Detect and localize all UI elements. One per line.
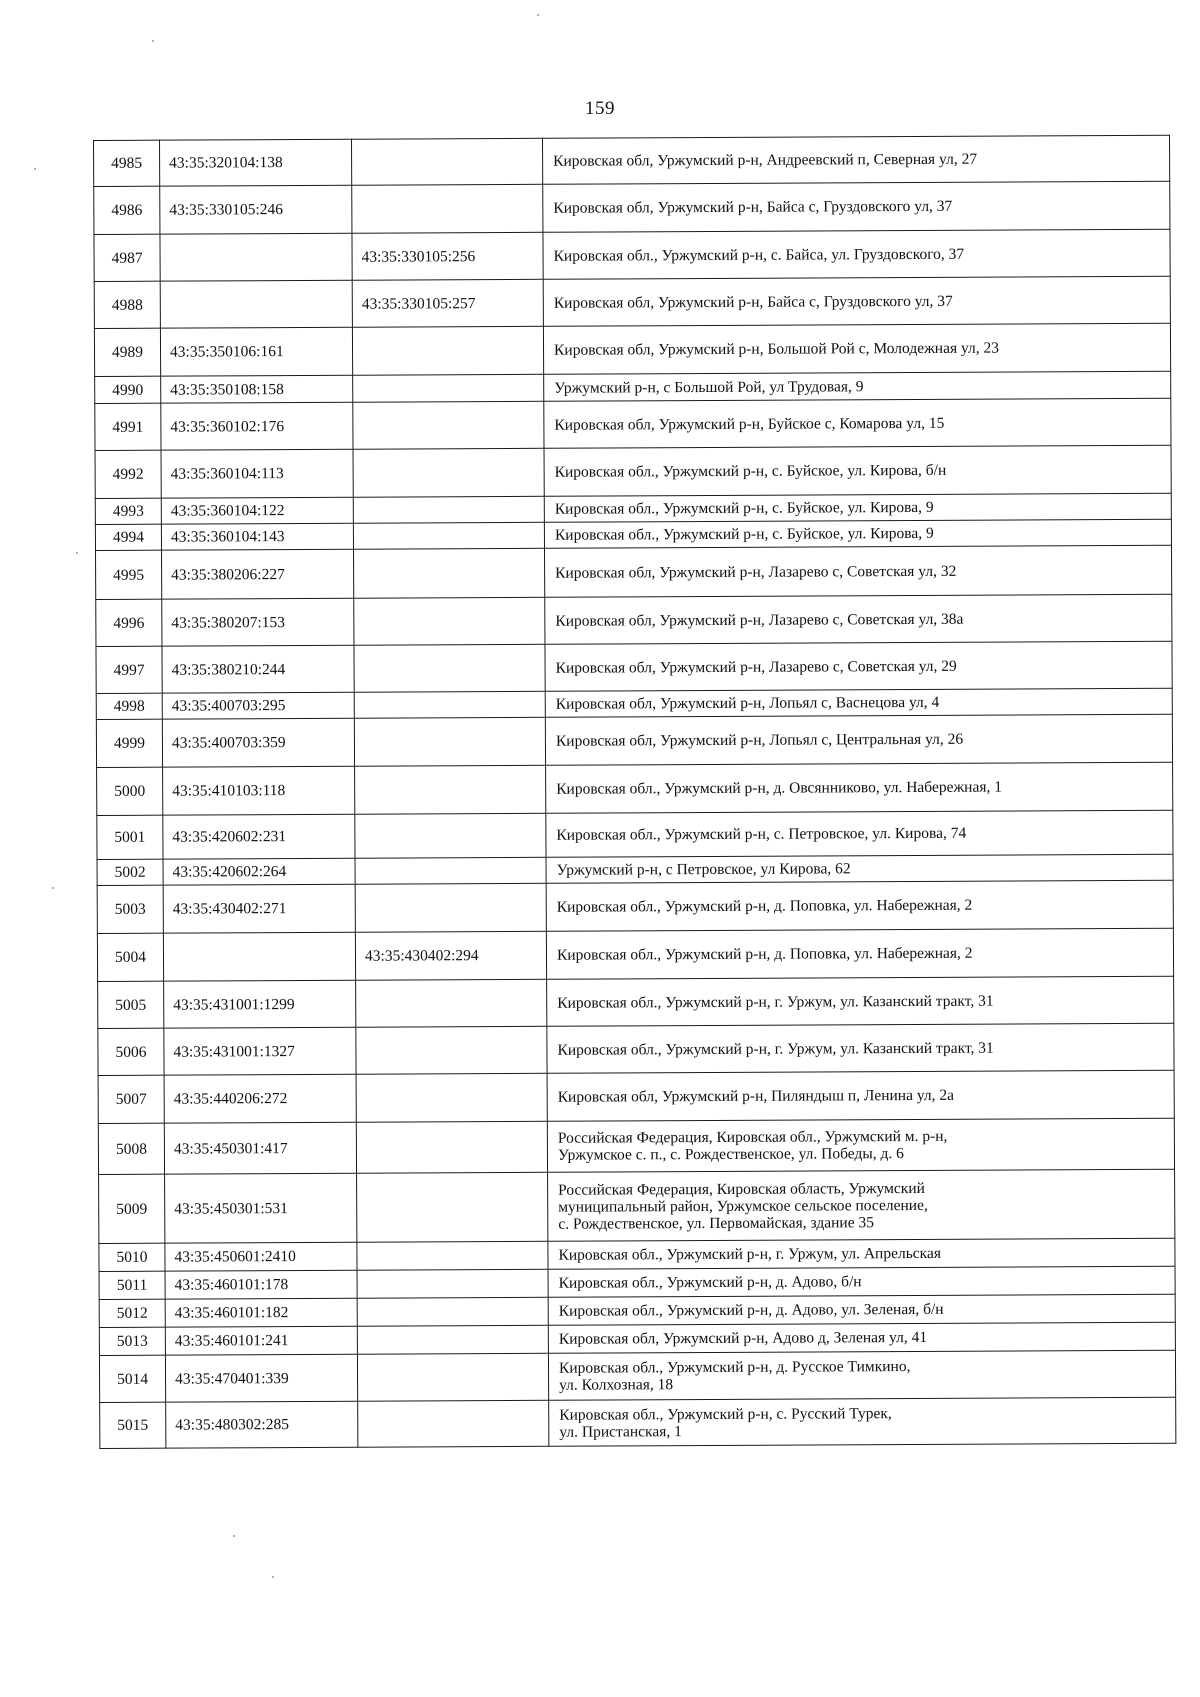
table-row xyxy=(97,762,1173,815)
row-number-cell: 5010 xyxy=(99,1243,165,1271)
address-cell xyxy=(545,641,1172,691)
building-cadastral-number-cell xyxy=(355,765,546,814)
table-row xyxy=(96,594,1172,646)
building-cadastral-number-cell: 43:35:330105:256 xyxy=(352,232,543,280)
address-cell xyxy=(549,1397,1176,1446)
address-line: Кировская обл., Уржумский р-н, г. Уржум, ул. Казанский тракт, 31 xyxy=(557,992,994,1012)
address-line: Кировская обл, Уржумский р-н, Большой Рой с, Молодежная ул, 23 xyxy=(553,339,1000,359)
address-line: Кировская обл, Уржумский р-н, Лазарево с, Советская ул, 32 xyxy=(555,562,957,582)
row-number-cell: 5012 xyxy=(99,1299,165,1327)
table-row xyxy=(96,641,1172,693)
cadastral-number-cell: 43:35:431001:1327 xyxy=(164,1027,356,1075)
address-line: Кировская обл., Уржумский р-н, г. Уржум, ул. Казанский тракт, 31 xyxy=(557,1039,994,1059)
address-cell xyxy=(548,1322,1175,1353)
cadastral-number-cell: 43:35:400703:295 xyxy=(162,692,354,719)
row-number-cell: 4991 xyxy=(95,403,161,450)
table-row xyxy=(94,276,1170,328)
building-cadastral-number-cell xyxy=(351,138,542,185)
table-row xyxy=(97,810,1173,859)
table-row xyxy=(98,976,1174,1028)
address-line: Кировская обл., Уржумский р-н, д. Русское Тимкино, xyxy=(558,1358,911,1377)
address-line: Кировская обл, Уржумский р-н, Байса с, Груздовского ул, 37 xyxy=(553,197,953,217)
building-cadastral-number-cell xyxy=(355,813,546,858)
scan-speck xyxy=(272,1576,274,1578)
table-row xyxy=(94,229,1170,281)
cadastral-number-cell: 43:35:460101:182 xyxy=(165,1298,357,1327)
cadastral-number-cell xyxy=(163,932,355,981)
building-cadastral-number-cell xyxy=(354,548,545,598)
scan-speck xyxy=(34,168,36,170)
row-number-cell: 4999 xyxy=(96,719,162,767)
cadastral-number-cell: 43:35:360104:143 xyxy=(161,523,353,550)
table-row xyxy=(100,1397,1176,1448)
address-line: Кировская обл, Уржумский р-н, Пиляндыш п, Ленина ул, 2а xyxy=(557,1086,955,1106)
cadastral-number-cell: 43:35:450301:417 xyxy=(164,1122,356,1174)
address-cell xyxy=(545,688,1172,717)
table-row xyxy=(98,1118,1174,1174)
address-cell xyxy=(544,371,1171,401)
cadastral-number-cell: 43:35:440206:272 xyxy=(164,1074,356,1123)
row-number-cell: 5003 xyxy=(97,885,163,933)
address-line: Кировская обл, Уржумский р-н, Байса с, Груздовского ул, 37 xyxy=(553,292,953,312)
table-row xyxy=(96,545,1172,599)
address-cell xyxy=(543,229,1170,279)
table-body xyxy=(94,135,1176,1448)
building-cadastral-number-cell xyxy=(354,644,545,692)
row-number-cell: 5005 xyxy=(98,981,164,1028)
table-row xyxy=(98,1023,1174,1075)
table-row xyxy=(94,323,1170,376)
address-cell xyxy=(547,976,1174,1026)
building-cadastral-number-cell xyxy=(356,979,547,1027)
address-line: Кировская обл., Уржумский р-н, с. Буйское, ул. Кирова, 9 xyxy=(554,524,934,544)
address-cell xyxy=(548,1294,1175,1325)
address-line: Кировская обл., Уржумский р-н, д. Поповка, ул. Набережная, 2 xyxy=(556,944,973,964)
row-number-cell: 5013 xyxy=(99,1327,165,1355)
table-row xyxy=(95,398,1171,450)
building-cadastral-number-cell xyxy=(354,691,545,718)
address-cell xyxy=(545,545,1172,597)
address-cell xyxy=(546,854,1173,883)
address-cell xyxy=(546,810,1173,857)
building-cadastral-number-cell: 43:35:330105:257 xyxy=(352,279,543,327)
address-line: Кировская обл, Уржумский р-н, Адово д, Зеленая ул, 41 xyxy=(558,1328,928,1348)
address-line: Уржумский р-н, с Петровское, ул Кирова, 62 xyxy=(556,860,851,879)
address-line: Кировская обл., Уржумский р-н, г. Уржум, ул. Апрельская xyxy=(558,1244,941,1264)
row-number-cell: 4990 xyxy=(95,376,161,403)
address-line: Кировская обл., Уржумский р-н, д. Адово, б/н xyxy=(558,1273,862,1292)
row-number-cell: 5014 xyxy=(99,1355,165,1402)
scan-speck xyxy=(76,552,78,554)
building-cadastral-number-cell: 43:35:430402:294 xyxy=(355,931,546,980)
cadastral-number-cell: 43:35:380206:227 xyxy=(162,549,354,599)
building-cadastral-number-cell xyxy=(353,401,544,449)
row-number-cell: 4996 xyxy=(96,599,162,646)
address-cell xyxy=(544,398,1171,448)
table-row xyxy=(94,135,1170,186)
building-cadastral-number-cell xyxy=(355,857,546,884)
building-cadastral-number-cell xyxy=(356,1121,547,1173)
table-row xyxy=(97,880,1173,933)
address-line: муниципальный район, Уржумское сельское поселение, xyxy=(558,1196,928,1216)
scan-speck xyxy=(152,40,154,42)
row-number-cell: 5000 xyxy=(97,767,163,815)
cadastral-number-cell: 43:35:350106:161 xyxy=(160,327,352,376)
address-cell xyxy=(545,594,1172,644)
address-line: Кировская обл., Уржумский р-н, д. Овсянниково, ул. Набережная, 1 xyxy=(556,778,1002,798)
building-cadastral-number-cell xyxy=(357,1353,548,1401)
building-cadastral-number-cell xyxy=(352,184,543,233)
address-cell xyxy=(544,493,1171,522)
cadastral-number-cell: 43:35:460101:241 xyxy=(165,1326,357,1355)
row-number-cell: 5002 xyxy=(97,859,163,885)
address-line: Кировская обл, Уржумский р-н, Андреевский п, Северная ул, 27 xyxy=(553,150,978,170)
cadastral-number-cell: 43:35:420602:264 xyxy=(163,858,355,885)
table-row xyxy=(95,445,1171,498)
address-line: Российская Федерация, Кировская обл., Уржумский м. р-н, xyxy=(557,1127,948,1147)
building-cadastral-number-cell xyxy=(353,522,544,549)
row-number-cell: 4997 xyxy=(96,646,162,693)
row-number-cell: 4995 xyxy=(96,550,162,599)
cadastral-number-cell: 43:35:431001:1299 xyxy=(164,980,356,1028)
row-number-cell: 4987 xyxy=(94,234,160,281)
table-row xyxy=(99,1350,1175,1402)
row-number-cell: 5009 xyxy=(99,1174,165,1243)
address-line: Уржумское с. п., с. Рождественское, ул. Победы, д. 6 xyxy=(557,1145,904,1164)
address-line: Уржумский р-н, с Большой Рой, ул Трудовая, 9 xyxy=(554,377,864,397)
address-line: Кировская обл., Уржумский р-н, д. Поповка, ул. Набережная, 2 xyxy=(556,896,973,916)
address-cell xyxy=(548,1350,1175,1400)
building-cadastral-number-cell xyxy=(352,326,543,375)
building-cadastral-number-cell xyxy=(356,1026,547,1074)
cadastral-number-cell: 43:35:410103:118 xyxy=(163,766,355,815)
address-line: Кировская обл, Уржумский р-н, Лопьял с, Васнецова ул, 4 xyxy=(555,693,940,713)
cadastral-number-cell: 43:35:360104:113 xyxy=(161,449,353,498)
cadastral-number-cell: 43:35:460101:178 xyxy=(165,1270,357,1299)
cadastral-number-cell: 43:35:400703:359 xyxy=(162,718,354,767)
cadastral-number-cell: 43:35:320104:138 xyxy=(160,139,352,186)
row-number-cell: 4986 xyxy=(94,186,160,234)
building-cadastral-number-cell xyxy=(353,496,544,523)
address-cell xyxy=(544,519,1171,548)
address-cell xyxy=(547,1118,1174,1172)
row-number-cell: 5015 xyxy=(100,1402,166,1448)
building-cadastral-number-cell xyxy=(357,1269,548,1298)
cadastral-number-cell: 43:35:480302:285 xyxy=(166,1401,358,1448)
address-cell xyxy=(547,1023,1174,1073)
row-number-cell: 5004 xyxy=(97,933,163,981)
address-cell xyxy=(548,1169,1175,1241)
address-line: Кировская обл, Уржумский р-н, Лазарево с, Советская ул, 29 xyxy=(555,657,957,677)
table-row xyxy=(97,928,1173,981)
row-number-cell: 5008 xyxy=(98,1123,164,1174)
table-row xyxy=(94,181,1170,234)
address-line: Кировская обл., Уржумский р-н, с. Буйское, ул. Кирова, 9 xyxy=(554,498,934,518)
row-number-cell: 4985 xyxy=(94,140,160,186)
cadastral-number-cell: 43:35:470401:339 xyxy=(165,1354,357,1402)
cadastral-number-cell: 43:35:450601:2410 xyxy=(165,1242,357,1271)
building-cadastral-number-cell xyxy=(358,1400,549,1447)
building-cadastral-number-cell xyxy=(357,1241,548,1270)
building-cadastral-number-cell xyxy=(353,448,544,497)
address-line: Кировская обл., Уржумский р-н, с. Русский Турек, xyxy=(559,1404,892,1424)
address-line: Российская Федерация, Кировская область, Уржумский xyxy=(558,1179,925,1199)
row-number-cell: 4992 xyxy=(95,450,161,498)
address-cell xyxy=(543,323,1170,374)
row-number-cell: 4994 xyxy=(95,524,161,550)
scan-speck xyxy=(233,1535,235,1537)
address-cell xyxy=(542,135,1169,184)
building-cadastral-number-cell xyxy=(354,597,545,645)
address-cell xyxy=(548,1266,1175,1297)
cadastral-number-cell: 43:35:380207:153 xyxy=(162,598,354,646)
building-cadastral-number-cell xyxy=(357,1172,548,1242)
row-number-cell: 4989 xyxy=(94,328,160,376)
table-row xyxy=(98,1070,1174,1123)
building-cadastral-number-cell xyxy=(353,374,544,402)
cadastral-number-cell: 43:35:330105:246 xyxy=(160,185,352,234)
scan-speck xyxy=(52,887,54,889)
cadastral-number-cell: 43:35:360102:176 xyxy=(161,402,353,450)
address-cell xyxy=(546,762,1173,813)
address-cell xyxy=(546,880,1173,931)
cadastral-number-cell xyxy=(160,280,352,328)
cadastral-number-cell: 43:35:420602:231 xyxy=(163,814,355,859)
cadastral-number-cell: 43:35:450301:531 xyxy=(165,1173,357,1243)
address-cell xyxy=(547,1070,1174,1121)
address-line: Кировская обл, Уржумский р-н, Буйское с, Комарова ул, 15 xyxy=(554,414,945,434)
address-cell xyxy=(544,445,1171,496)
row-number-cell: 4993 xyxy=(95,498,161,524)
table-row xyxy=(96,714,1172,767)
cadastral-number-cell: 43:35:350108:158 xyxy=(161,375,353,403)
address-line: Кировская обл., Уржумский р-н, с. Буйское, ул. Кирова, б/н xyxy=(554,461,947,481)
address-line: Кировская обл., Уржумский р-н, с. Байса, ул. Груздовского, 37 xyxy=(553,245,965,265)
address-cell xyxy=(548,1238,1175,1269)
building-cadastral-number-cell xyxy=(357,1297,548,1326)
building-cadastral-number-cell xyxy=(356,1073,547,1122)
cadastral-number-cell: 43:35:430402:271 xyxy=(163,884,355,933)
row-number-cell: 4988 xyxy=(94,281,160,328)
building-cadastral-number-cell xyxy=(354,717,545,766)
address-cell xyxy=(546,928,1173,979)
page-number: 159 xyxy=(585,98,615,119)
address-line: с. Рождественское, ул. Первомайская, здание 35 xyxy=(558,1213,874,1233)
address-cell xyxy=(545,714,1172,765)
registry-table xyxy=(93,135,1176,1449)
row-number-cell: 5007 xyxy=(98,1075,164,1123)
address-line: ул. Пристанская, 1 xyxy=(559,1422,682,1441)
row-number-cell: 5001 xyxy=(97,815,163,859)
row-number-cell: 4998 xyxy=(96,693,162,719)
cadastral-number-cell xyxy=(160,233,352,281)
row-number-cell: 5006 xyxy=(98,1028,164,1075)
cadastral-number-cell: 43:35:360104:122 xyxy=(161,497,353,524)
address-line: Кировская обл., Уржумский р-н, д. Адово, ул. Зеленая, б/н xyxy=(558,1300,944,1320)
address-line: Кировская обл, Уржумский р-н, Лазарево с, Советская ул, 38а xyxy=(555,610,964,630)
cadastral-number-cell: 43:35:380210:244 xyxy=(162,645,354,693)
scan-speck xyxy=(537,14,539,16)
table-row xyxy=(99,1169,1175,1243)
row-number-cell: 5011 xyxy=(99,1271,165,1299)
building-cadastral-number-cell xyxy=(357,1325,548,1354)
address-line: Кировская обл, Уржумский р-н, Лопьял с, Центральная ул, 26 xyxy=(555,730,964,750)
building-cadastral-number-cell xyxy=(355,883,546,932)
address-line: Кировская обл., Уржумский р-н, с. Петровское, ул. Кирова, 74 xyxy=(556,824,967,844)
address-cell xyxy=(543,276,1170,326)
address-cell xyxy=(543,181,1170,232)
address-line: ул. Колхозная, 18 xyxy=(559,1376,674,1394)
